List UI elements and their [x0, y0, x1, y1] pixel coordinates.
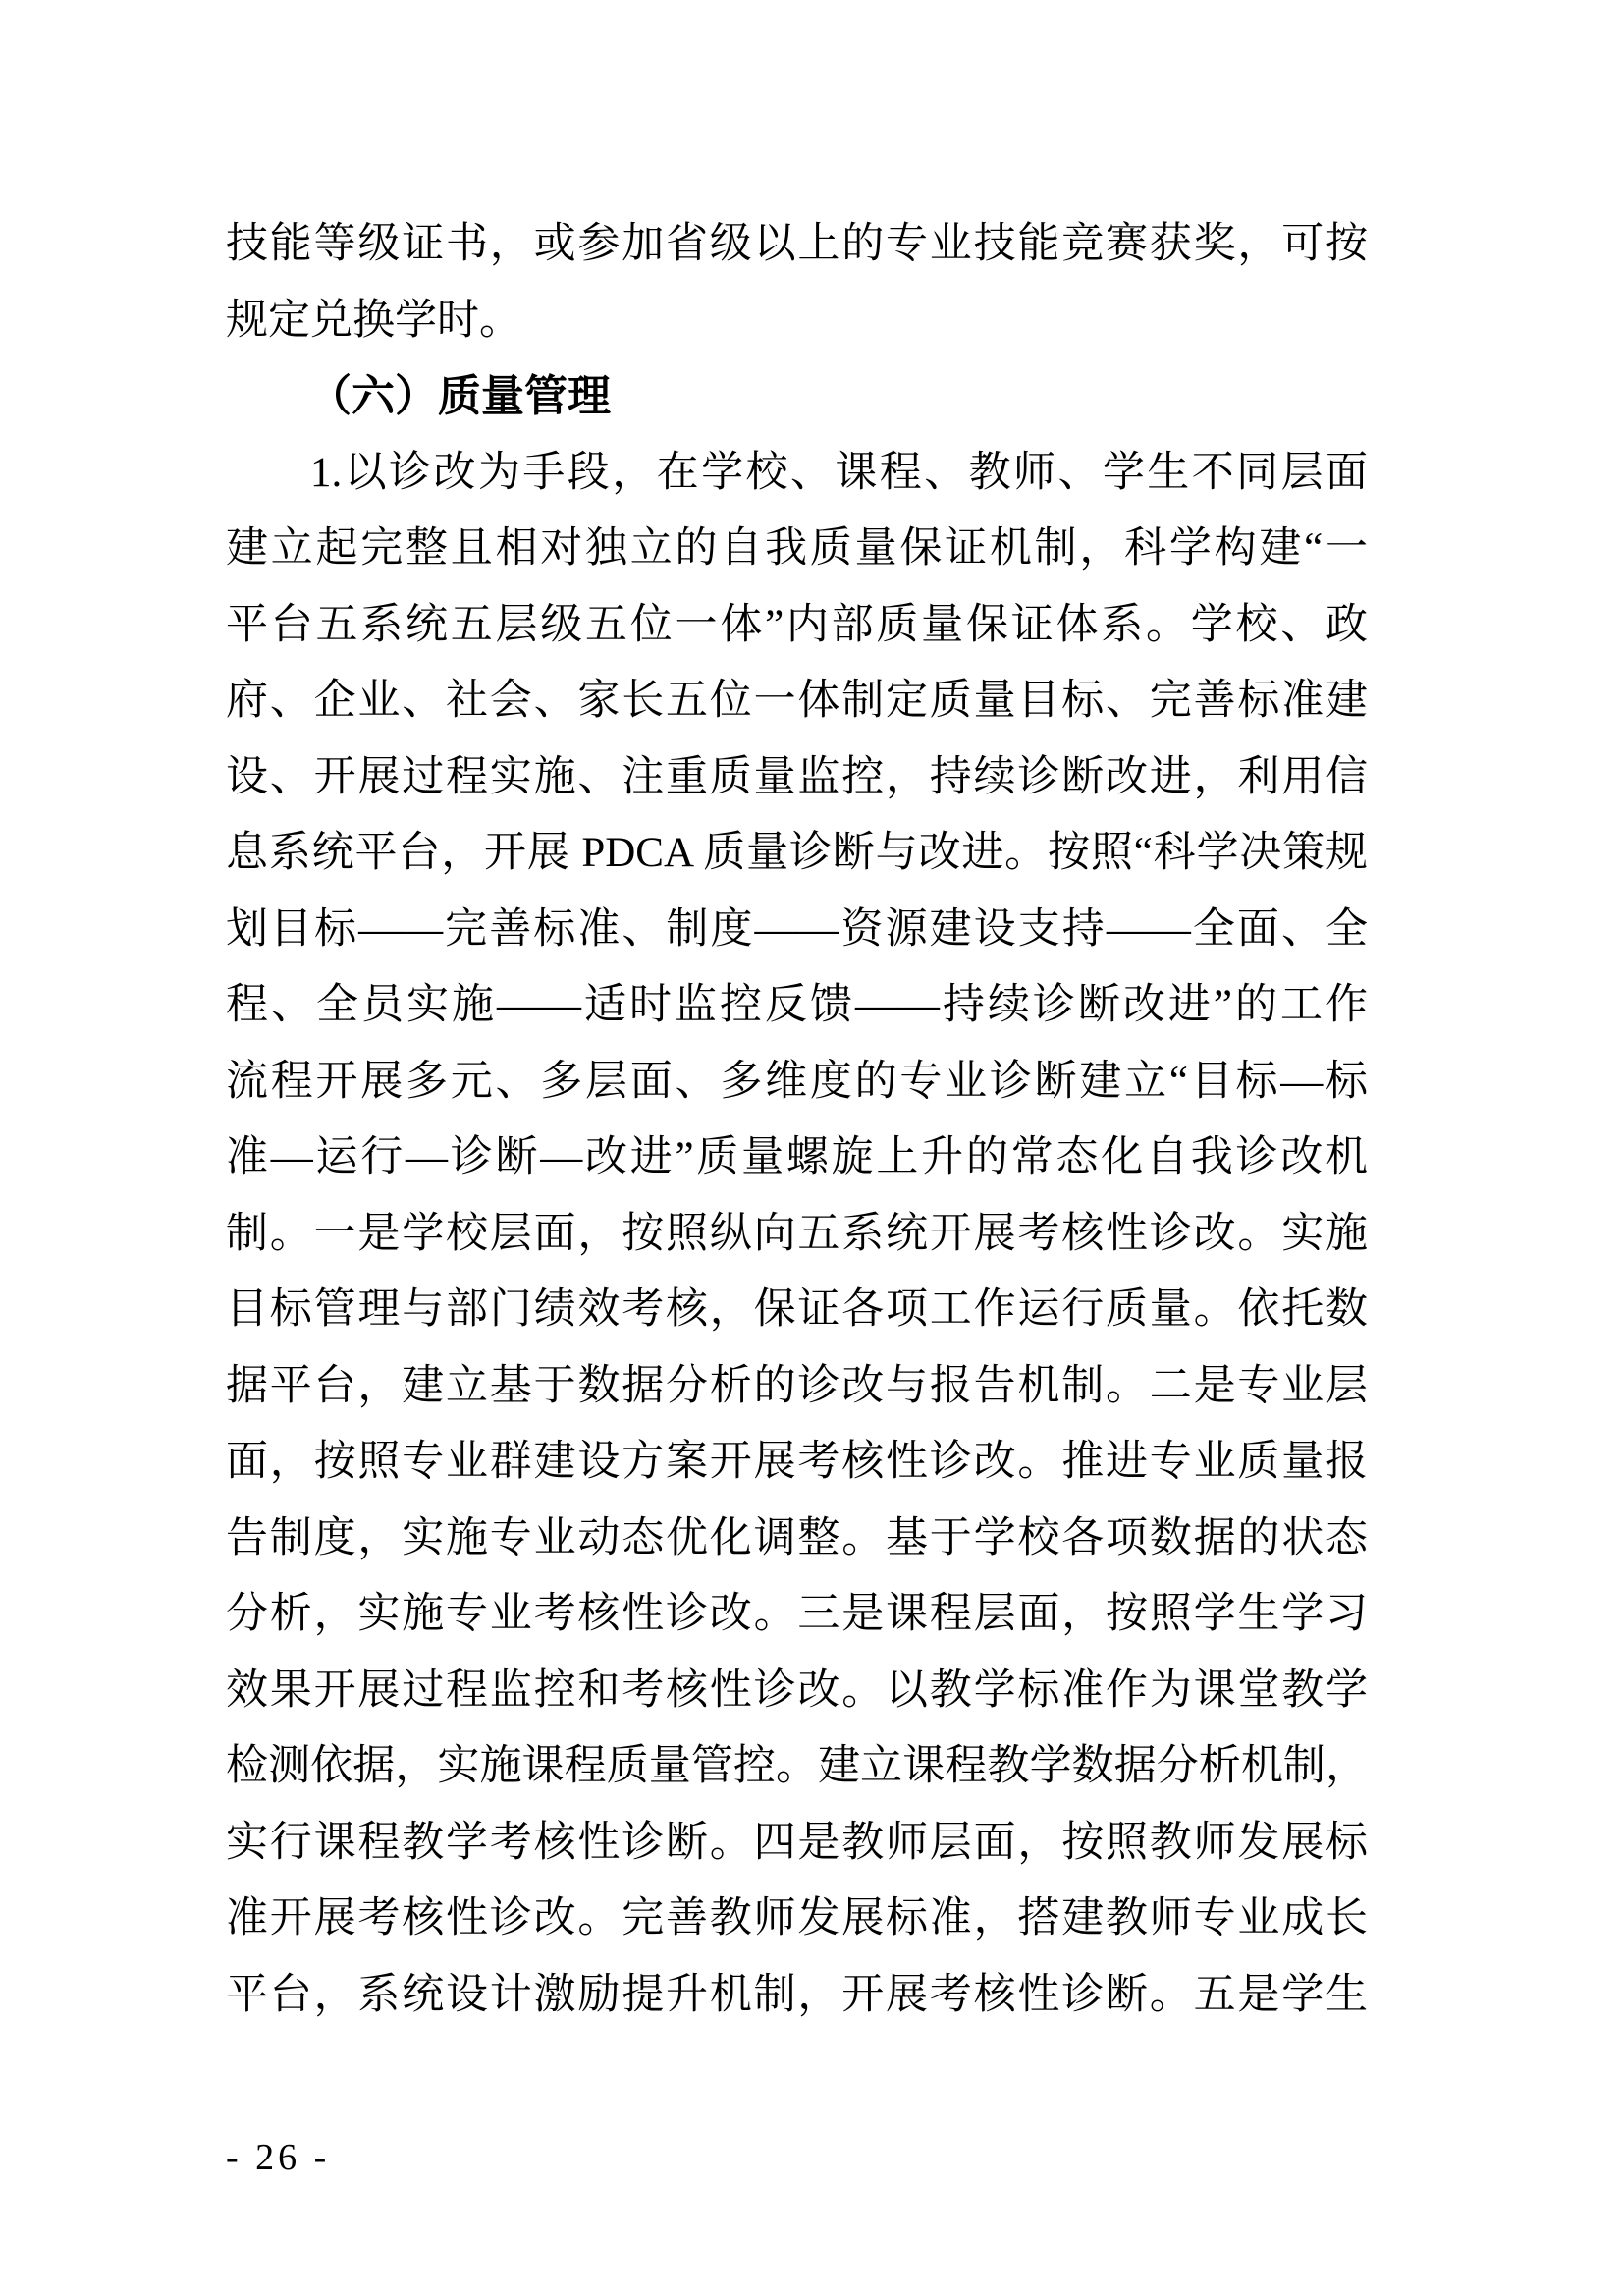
body-line: 府、企业、社会、家长五位一体制定质量目标、完善标准建: [226, 678, 1368, 724]
body-line: 设、开展过程实施、注重质量监控，持续诊断改进，利用信: [226, 753, 1368, 800]
body-line: 息系统平台，开展 PDCA 质量诊断与改进。按照“科学决策规: [226, 830, 1368, 876]
body-line: 建立起完整且相对独立的自我质量保证机制，科学构建“一: [226, 525, 1368, 572]
body-line: 检测依据，实施课程质量管控。建立课程教学数据分析机制，: [226, 1743, 1368, 1789]
body-line: 目标管理与部门绩效考核，保证各项工作运行质量。依托数: [226, 1286, 1368, 1333]
body-line: 据平台，建立基于数据分析的诊改与报告机制。二是专业层: [226, 1362, 1368, 1409]
body-line: 平台五系统五层级五位一体”内部质量保证体系。学校、政: [226, 601, 1368, 648]
body-line: 规定兑换学时。: [226, 297, 521, 344]
body-line: 划目标——完善标准、制度——资源建设支持——全面、全: [226, 905, 1368, 953]
page-number: - 26 -: [226, 2137, 331, 2178]
body-line: 流程开展多元、多层面、多维度的专业诊断建立“目标—标: [226, 1058, 1368, 1105]
body-line: 面，按照专业群建设方案开展考核性诊改。推进专业质量报: [226, 1439, 1368, 1485]
body-line: 实行课程教学考核性诊断。四是教师层面，按照教师发展标: [226, 1819, 1368, 1866]
body-line: 制。一是学校层面，按照纵向五系统开展考核性诊改。实施: [226, 1210, 1368, 1257]
document-body: [226, 206, 1368, 2033]
body-line: 准—运行—诊断—改进”质量螺旋上升的常态化自我诊改机: [226, 1134, 1368, 1180]
body-line: 平台，系统设计激励提升机制，开展考核性诊断。五是学生: [226, 1971, 1368, 2018]
body-line: 程、全员实施——适时监控反馈——持续诊断改进”的工作: [226, 982, 1368, 1028]
body-line: 准开展考核性诊改。完善教师发展标准，搭建教师专业成长: [226, 1895, 1368, 1941]
body-line: 技能等级证书，或参加省级以上的专业技能竞赛获奖，可按: [226, 221, 1368, 267]
body-line: 分析，实施专业考核性诊改。三是课程层面，按照学生学习: [226, 1591, 1368, 1637]
section-heading: （六）质量管理: [308, 372, 611, 420]
body-line: 效果开展过程监控和考核性诊改。以教学标准作为课堂教学: [226, 1667, 1368, 1714]
body-line: 1.以诊改为手段，在学校、课程、教师、学生不同层面: [310, 449, 1368, 496]
body-line: 告制度，实施专业动态优化调整。基于学校各项数据的状态: [226, 1514, 1368, 1561]
